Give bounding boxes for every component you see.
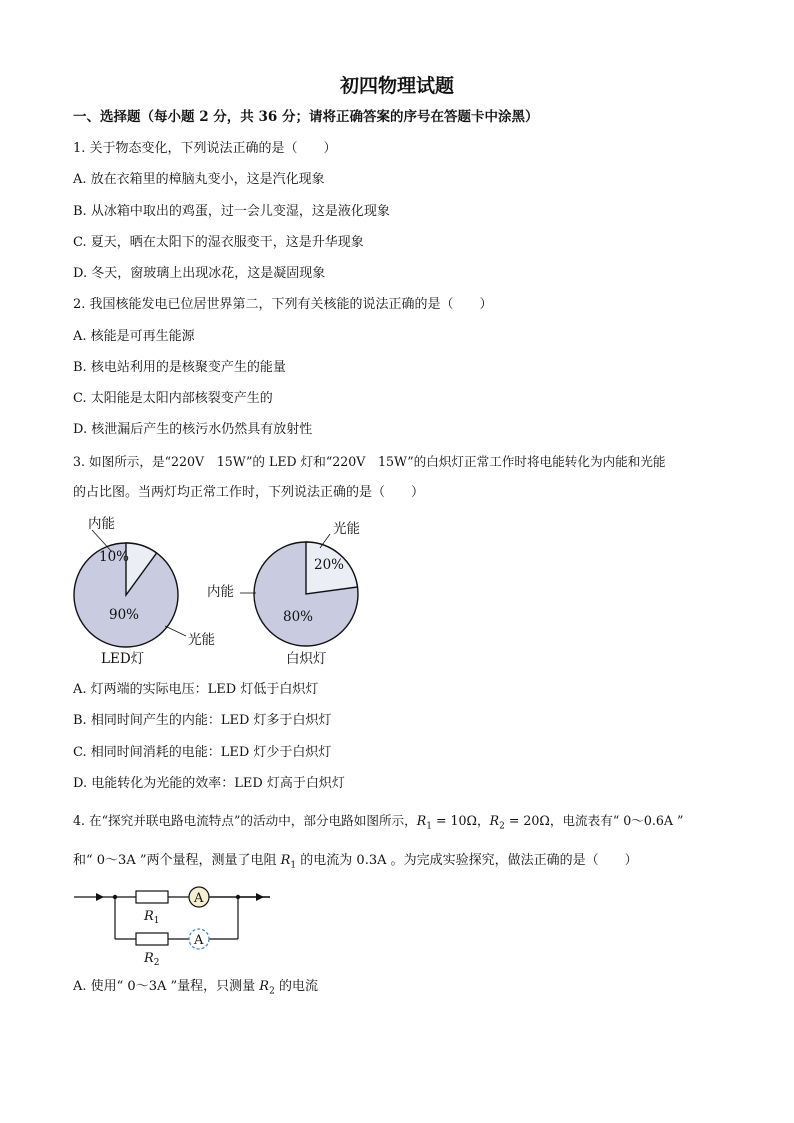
q3-option-d: D. 电能转化为光能的效率：LED 灯高于白炽灯 (73, 776, 345, 791)
q1-option-a: A. 放在衣箱里的樟脑丸变小，这是汽化现象 (73, 172, 325, 187)
q4-option-a: A. 使用“ 0～3A ”量程，只测量 $R_2$ 的电流 (73, 979, 318, 997)
led-heat-percent: 10% (99, 549, 130, 565)
resistor-r2 (136, 933, 168, 945)
q4-stem-line1: 4. 在“探究并联电路电流特点”的活动中，部分电路如图所示，$R_1 = 10\Omega$，$R_2 = 20\Omega$，电流表有“ 0～0.6A ” (73, 813, 684, 832)
pie-charts-figure (0, 508, 794, 678)
led-heat-label: 内能 (88, 516, 115, 532)
incand-pie-caption: 白炽灯 (286, 651, 327, 667)
resistor-r1 (136, 891, 168, 903)
led-light-label: 光能 (188, 632, 215, 648)
q3-stem-line1: 3. 如图所示，是“220V 15W”的 LED 灯和“220V 15W”的白炽灯正常工作时将电能转化为内能和光能 (73, 454, 666, 469)
q2-option-a: A. 核能是可再生能源 (73, 329, 195, 344)
incand-heat-label: 内能 (207, 584, 234, 600)
incandescent-pie-chart (207, 520, 360, 667)
circuit-diagram (66, 880, 366, 970)
r1-label: $R_1$ (144, 909, 160, 926)
q2-option-d: D. 核泄漏后产生的核污水仍然具有放射性 (73, 422, 313, 437)
q2-option-c: C. 太阳能是太阳内部核裂变产生的 (73, 391, 273, 406)
q1-option-c: C. 夏天，晒在太阳下的湿衣服变干，这是升华现象 (73, 235, 364, 250)
incand-heat-percent: 80% (283, 609, 314, 625)
r2-label: $R_2$ (144, 951, 160, 968)
q3-option-c: C. 相同时间消耗的电能：LED 灯少于白炽灯 (73, 745, 332, 760)
ammeter-2-label: A (194, 933, 204, 948)
ammeter-1-label: A (194, 891, 204, 906)
led-pie-chart (74, 515, 215, 667)
led-pie-caption: LED灯 (101, 651, 145, 667)
q2-stem: 2. 我国核能发电已位居世界第二，下列有关核能的说法正确的是（ ） (73, 297, 493, 312)
incand-light-label: 光能 (333, 521, 360, 537)
section-heading: 一、选择题（每小题 2 分，共 36 分；请将正确答案的序号在答题卡中涂黑） (73, 109, 539, 125)
q3-stem-line2: 的占比图。当两灯均正常工作时，下列说法正确的是（ ） (73, 485, 425, 500)
q2-option-b: B. 核电站利用的是核聚变产生的能量 (73, 360, 286, 375)
q1-stem: 1. 关于物态变化，下列说法正确的是（ ） (73, 141, 337, 156)
incand-light-percent: 20% (314, 557, 345, 573)
q3-option-a: A. 灯两端的实际电压：LED 灯低于白炽灯 (73, 682, 319, 697)
q4-stem-line2: 和“ 0～3A ”两个量程，测量了电阻 $R_1$ 的电流为 0.3A 。为完成实验探究，做法正确的是（ ） (73, 853, 638, 871)
led-light-percent: 90% (109, 607, 140, 623)
q1-option-d: D. 冬天，窗玻璃上出现冰花，这是凝固现象 (73, 266, 326, 281)
q3-option-b: B. 相同时间产生的内能：LED 灯多于白炽灯 (73, 713, 332, 728)
current-arrow-out (256, 893, 264, 901)
current-arrow-in (96, 893, 104, 901)
page-title: 初四物理试题 (339, 75, 454, 97)
q1-option-b: B. 从冰箱中取出的鸡蛋，过一会儿变湿，这是液化现象 (73, 204, 390, 219)
